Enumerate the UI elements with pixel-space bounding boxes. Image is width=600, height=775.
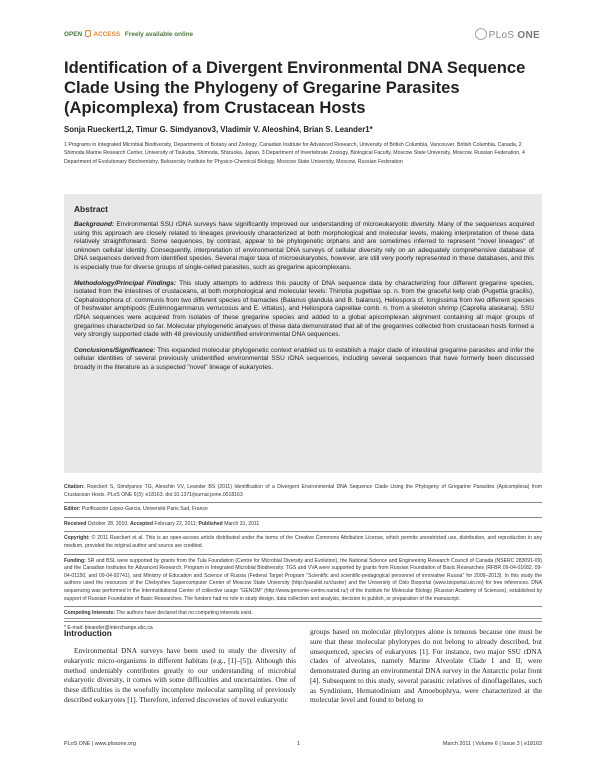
page-number: 1 [297, 741, 300, 747]
divider [64, 531, 542, 532]
access-label: ACCESS [93, 31, 121, 38]
abstract-heading: Abstract [74, 204, 108, 214]
editor: Editor: Purificación Lopez-Garcia, Université Paris Sud, France [64, 506, 208, 513]
abstract-conclusions: Conclusions/Significance: This expanded molecular phylogenetic context enabled us to establish a major clade of intestinal gregarine parasites and infer the cellular identities of several previously unidentified environmental SSU rDNA sequences, including several sequences that have formerly been discussed broadly in the literature as a suspected "novel" lineage of eukaryotes. [74, 346, 534, 371]
abstract-box [64, 194, 542, 473]
intro-column-left: Environmental DNA surveys have been used to study the diversity of eukaryotic micro-organisms in different habitats (e.g., [1]–[5]). Although this method undeniably contributes greatly to our understanding of microbial eukaryotic diversity, it comes with some difficulties and uncertainties. One of these difficulties is the woefully incomplete molecular sampling of previously described eukaryotes [1]. Therefore, inferred discoveries of novel eukaryotic [64, 646, 296, 704]
plos-one-logo: PLoS ONE [475, 28, 540, 41]
divider [64, 554, 542, 555]
affiliations: 1 Programs in Integrated Microbial Biodiversity, Departments of Botany and Zoology, Canadian Institute for Advanced Research, University of British Columbia, Vancouver, British Columbia, Canada, 2 Shimoda Marine Research Center, University of Tsukuba, Shimoda, Shizuoka, Japan, 3 Department of Invertebrate Zoology, Biological Faculty, Moscow State University, Moscow, Russian Federation, 4 Department of Evolutionary Biochemistry, Belozersky Institute for Physico-Chemical Biology, Moscow State University, Moscow, Russian Federation [64, 142, 525, 165]
article-title: Identification of a Divergent Environmental DNA Sequence Clade Using the Phylogeny of Gregarine Parasites (Apicomplexa) from Crustacean Hosts [64, 58, 526, 117]
divider [64, 621, 542, 622]
author-list: Sonja Rueckert1,2, Timur G. Simdyanov3, Vladimir V. Aleoshin4, Brian S. Leander1* [64, 125, 373, 134]
email[interactable]: * E-mail: bleander@interchange.ubc.ca [64, 624, 153, 631]
footer-issue: March 2011 | Volume 6 | Issue 3 | e18163 [442, 741, 542, 747]
open-access-banner [64, 30, 193, 38]
divider [64, 517, 542, 518]
journal-header [64, 28, 540, 42]
open-label: OPEN [64, 31, 83, 38]
abstract-methods: Methodology/Principal Findings: This study attempts to address this paucity of DNA sequence data by characterizing four different gregarine species, isolated from the intestines of crustaceans, at both morphological and molecular levels: Thiriotia pugettiae sp. n. from the graceful kelp crab (Pugettia gracilis), Cephaloidophora cf. communis from two different species of barnacles (Balanus glandula and B. balanus), Heliospora cf. longissima from two different species of freshwater amphipods (Eulimnogammarus verrucosus and E. vittatus), and Heliospora caprellae comb. n. from a skeleton shrimp (Caprella alaskana). SSU rDNA sequences were acquired from isolates of these gregarine species and added to a global apicomplexan alignment containing all major groups of gregarines characterized so far. Molecular phylogenetic analyses of these data demonstrated that all of the gregarines collected from crustacean hosts formed a very strongly supported clade with 48 previously unidentified environmental DNA sequences. [74, 279, 534, 339]
plos-logo-icon [475, 28, 487, 40]
funding: Funding: SR and BSL were supported by grants from the Tula Foundation (Centre for Microbial Diversity and Evolution), the National Science and Engineering Research Council of Canada (NSERC 283091-09) and the Canadian Institutes for Advanced Research, Program in Integrated Microbial Biodiversity. TGS and VVA were supported by grants from Russian Foundation of Basic Researches (RFBR 09-04-01682, 09-04-01150, and 09-04-92741), and Ministry of Education and Science of Russia (Federal Target Program "Scientific and scientific-pedagogical personnel of innovative Russia" for 2009–2013). In this study the authors used the resources of the Chebyshev Supercomputer Center of Moscow State University (http://parallel.ru/cluster) and the University of Oslo Bioportal (www.bioportal.uio.no) for tree inferences. DNA sequencing was performed in the Interinstitutional Center of collective usage "GENOM" (http://www.genome-centre.narod.ru/) of the Institute for Molecular Biology (Russian Academy of Sciences), established by support of Russian Foundation of Basic Researches. The funders had no role in study design, data collection and analysis, decision to publish, or preparation of the manuscript. [64, 557, 542, 602]
intro-column-right: groups based on molecular phylotypes alone is tenuous because one must be sure that these molecular phylotypes do not belong to already described, but unsequenced, species of eukaryotes [1]. For instance, two major SSU rDNA clades of alveolates, namely Marine Alveolate Clade I and II, were demonstrated during an environmental DNA survey in the Antarctic polar front [4]. Subsequent to this study, several parasitic relatives of dinoflagellates, such as Syndinium, Hematodinium and Amoebophrya, were characterized at the molecular level and found to belong to [310, 627, 542, 705]
dates: Received October 28, 2010; Accepted February 22, 2011; Published March 31, 2011 [64, 520, 260, 527]
introduction-heading: Introduction [64, 629, 112, 638]
abstract-background: Background: Environmental SSU rDNA surveys have significantly improved our understanding of microeukaryotic diversity. Many of the sequences acquired using this approach are closely related to lineages previously characterized at both morphological and molecular levels, making interpretation of these data relatively straightforward. Some sequences, by contrast, appear to be phylogenetic orphans and are sometimes inferred to represent "novel lineages" of unknown cellular identity. Consequently, interpretation of environmental DNA surveys of cellular diversity rely on an adequately comprehensive database of DNA sequences derived from identified species. Several major taxa of microeukaryotes, however, are still very poorly represented in these databases, and this is especially true for diverse groups of single-celled parasites, such as gregarine apicomplexans. [74, 221, 534, 271]
citation: Citation: Rueckert S, Simdyanov TG, Aleoshin VV, Leander BS (2011) Identification of a Divergent Environmental DNA Sequence Clade Using the Phylogeny of Gregarine Parasites (Apicomplexa) from Crustacean Hosts. PLoS ONE 6(3): e18163. doi:10.1371/journal.pone.0018163 [64, 484, 543, 498]
footer-journal: PLoS ONE | www.plosone.org [64, 741, 136, 747]
article-metadata [64, 484, 542, 635]
competing-interests: Competing Interests: The authors have declared that no competing interests exist. [64, 610, 253, 617]
divider [64, 502, 542, 503]
divider [64, 606, 542, 607]
open-access-lock-icon [85, 30, 91, 37]
free-label: Freely available online [124, 31, 194, 38]
copyright: Copyright: © 2011 Rueckert et al. This is an open-access article distributed under the terms of the Creative Commons Attribution License, which permits unrestricted use, distribution, and reproduction in any medium, provided the original author and source are credited. [64, 535, 542, 549]
page-footer [64, 741, 542, 753]
section-divider [64, 618, 542, 619]
